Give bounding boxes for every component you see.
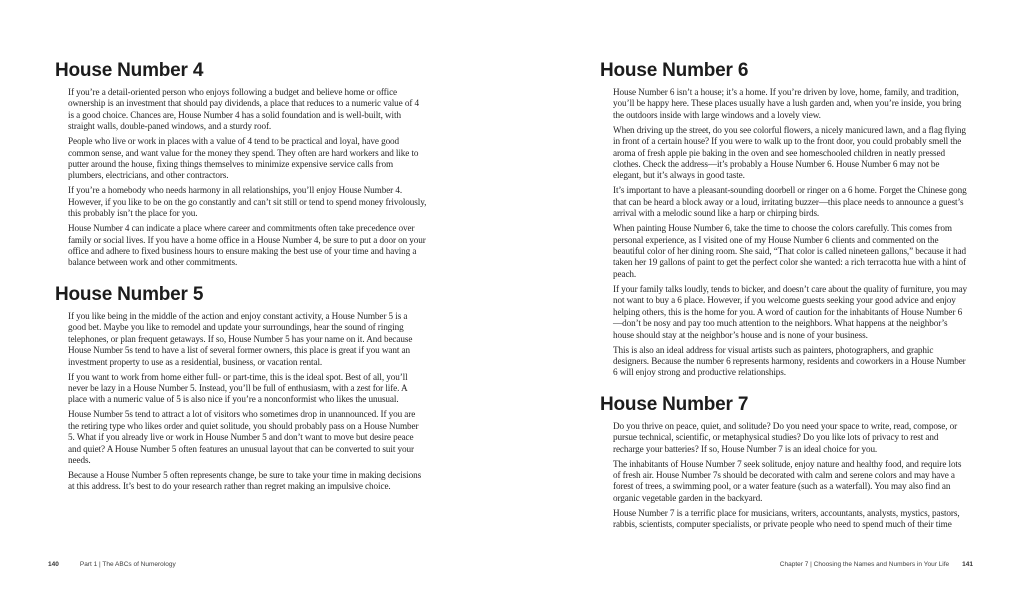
section-body (68, 311, 427, 493)
paragraph: If your family talks loudly, tends to bicker, and doesn’t care about the quality of furniture, you may not want to buy a 6 place. However, if you welcome guests seeking your good advice and enjoy helping others, this is the home for you. A word of caution for the inhabitants of House Number 6—don’t be nosy and pay too much attention to the neighbors. What happens at the neighbor’s house should stay at the neighbor’s house and is none of your business. (613, 283, 968, 340)
section-body (613, 87, 968, 379)
section-house-number-7 (600, 394, 968, 531)
paragraph: This is also an ideal address for visual artists such as painters, photographers, and graphic designers. Because the number 6 represents harmony, residents and coworkers in a House Number 6 will enjoy strong and productive relationships. (613, 344, 966, 378)
paragraph: If you like being in the middle of the action and enjoy constant activity, a House Number 5 is a good bet. Maybe you like to remodel and update your surroundings, hear the sound of ringing telephones, or plan frequent getaways. If so, House Number 5 has your name on it. And because House Number 5s tend to have a list of several former owners, this place is great if you want an investment property to use as a residential, business, or vacation rental. (68, 310, 413, 367)
paragraph: People who live or work in places with a value of 4 tend to be practical and loyal, have good common sense, and want value for the money they spend. They often are hard workers and like to putter around the house, fixing things themselves to minimize expensive service calls from plumbers, electricians, and other contractors. (68, 136, 419, 181)
page-number-left: 140 (48, 561, 59, 568)
section-body (68, 87, 427, 269)
section-heading: House Number 4 (55, 60, 204, 81)
paragraph: The inhabitants of House Number 7 seek solitude, enjoy nature and healthy food, and require lots of fresh air. House Number 7s should be decorated with calm and serene colors and may have a forest of trees, a swimming pool, or a water feature (such as a waterfall). You may also find an organic vegetable garden in the backyard. (613, 458, 962, 503)
section-house-number-5 (55, 284, 427, 493)
footer-left (48, 561, 176, 569)
section-heading: House Number 5 (55, 283, 204, 305)
paragraph: If you’re a detail-oriented person who enjoys following a budget and believe home or office ownership is an investment that should pay dividends, a place that reduces to a numeric value of 4 is a good choice. Chances are, House Number 4 has a solid foundation and is well-built, with straight walls, double-paned windows, and a sturdy roof. (68, 87, 419, 132)
paragraph: If you want to work from home either full- or part-time, this is the ideal spot. Best of all, you’ll never be lazy in a House Number 5. Instead, you’ll be full of enthusiasm, with a zest for life. A place with a numeric value of 5 is also nice if you’re a nonconformist who likes the unusual. (68, 371, 408, 405)
section-heading: House Number 6 (600, 60, 749, 81)
page-right (600, 60, 968, 531)
page-number-right: 141 (962, 561, 973, 568)
paragraph: House Number 7 is a terrific place for musicians, writers, accountants, analysts, mystics, pastors, rabbis, scientists, computer specialists, or private people who need to spend much of their time (613, 507, 960, 530)
footer-running-title-left: Part 1 | The ABCs of Numerology (79, 561, 176, 568)
page-left (55, 60, 427, 493)
paragraph: Because a House Number 5 often represents change, be sure to take your time in making decisions at this address. It’s best to do your research rather than regret making an impulsive choice. (68, 469, 422, 492)
paragraph: House Number 5s tend to attract a lot of visitors who sometimes drop in unannounced. If you are the retiring type who likes order and quiet solitude, you should probably pass on a House Number 5. What if you already live or work in House Number 5 and don’t want to move but desire peace and quiet? A House Number 5 often features an unusual layout that can be converted to suit your needs. (68, 409, 419, 465)
section-house-number-4 (55, 60, 427, 269)
footer-right (780, 561, 973, 569)
paragraph: It’s important to have a pleasant-sounding doorbell or ringer on a 6 home. Forget the Chinese gong that can be heard a block away or a loud, irritating buzzer—this place needs to announce a guest’s arrival with a melodic sound like a harp or chirping birds. (613, 185, 967, 219)
paragraph: House Number 6 isn’t a house; it’s a home. If you’re driven by love, home, family, and tradition, you’ll be happy here. These places usually have a lush garden and, when you’re inside, you bring the outdoors inside with large windows and a lovely view. (613, 87, 962, 120)
paragraph: When painting House Number 6, take the time to choose the colors carefully. This comes from personal experience, as I visited one of my House Number 6 clients and commented on the beautiful color of her dining room. She said, “That color is called nineteen gallons,” because it had taken her 19 gallons of paint to get the perfect color she wanted: a rich terracotta hue with a hint of peach. (613, 223, 966, 279)
footer-running-title-right: Chapter 7 | Choosing the Names and Numbers in Your Life (779, 561, 950, 568)
paragraph: Do you thrive on peace, quiet, and solitude? Do you need your space to write, read, compose, or pursue technical, scientific, or metaphysical studies? Do you like lots of privacy to rest and recharge your batteries? If so, House Number 7 is an ideal choice for you. (613, 420, 958, 454)
section-house-number-6 (600, 60, 968, 379)
section-body (613, 421, 968, 531)
section-heading: House Number 7 (600, 393, 749, 415)
paragraph: When driving up the street, do you see colorful flowers, a nicely manicured lawn, and a flag flying in front of a certain house? If you were to walk up to the front door, you could probably smell the aroma of fresh apple pie baking in the oven and see homeschooled children in neatly pressed clothes. Check the address—it’s probably a House Number 6. House Number 6 may not be elegant, but it’s always in good taste. (613, 124, 966, 181)
paragraph: If you’re a homebody who needs harmony in all relationships, you’ll enjoy House Number 4. However, if you like to be on the go constantly and can’t sit still or tend to spend money frivolously, this probably isn’t the place for you. (68, 185, 427, 219)
paragraph: House Number 4 can indicate a place where career and commitments often take precedence over family or social lives. If you have a home office in a House Number 4, be sure to put a door on your office and adhere to fixed business hours to ensure making the best use of your time and having a balance between work and other commitments. (68, 223, 426, 268)
